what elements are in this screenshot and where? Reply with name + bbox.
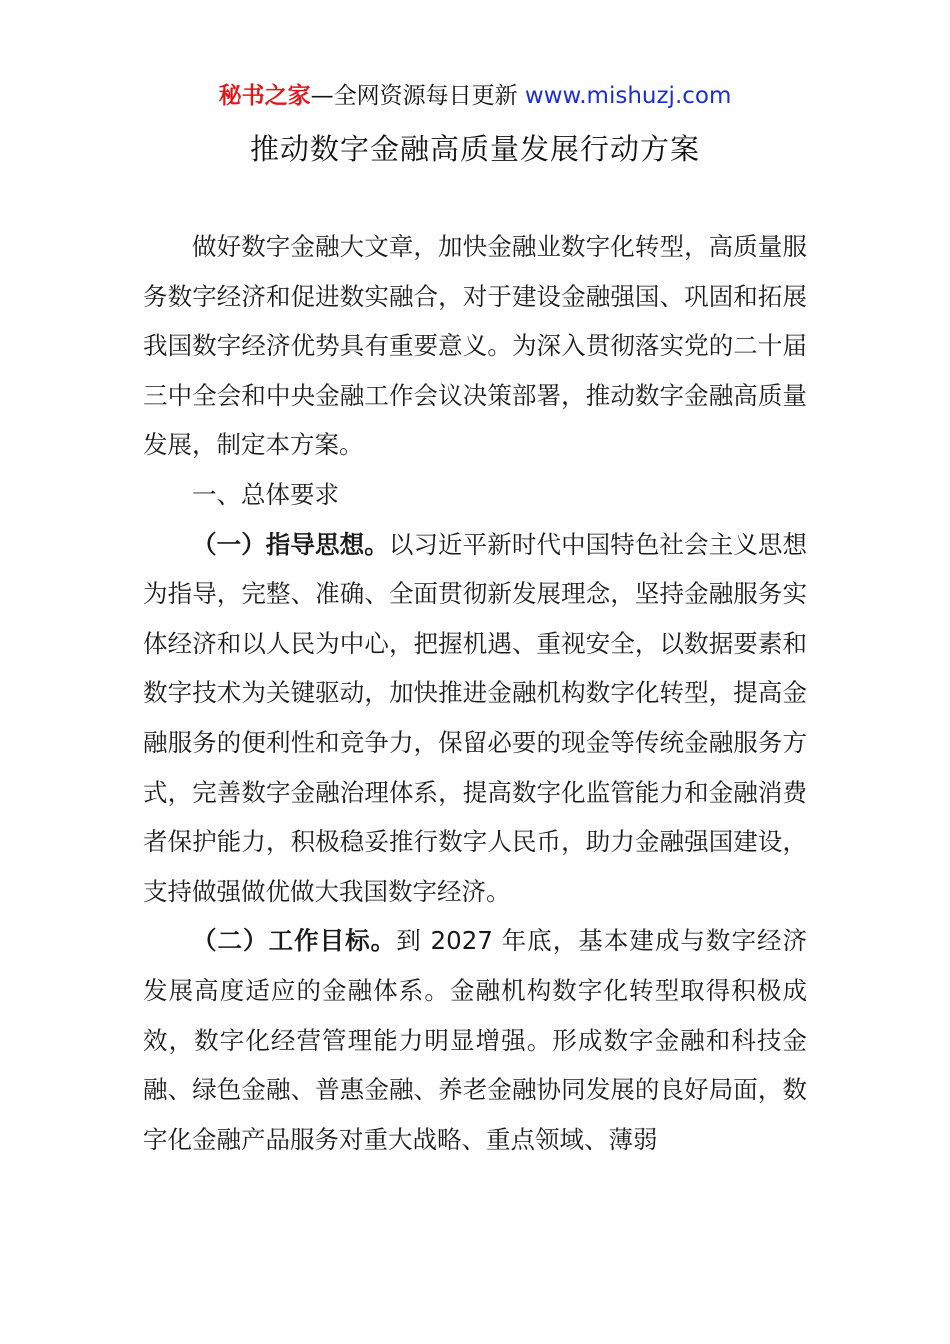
site-tagline: —全网资源每日更新 [310,83,525,109]
guiding-ideology-paragraph [143,520,807,917]
site-header [0,80,950,112]
guiding-ideology-lead: （一）指导思想。 [192,529,389,559]
site-url-link[interactable]: www.mishuzj.com [524,83,732,109]
section-heading: 一、总体要求 [192,479,339,509]
work-goals-text: 到 2027 年底，基本建成与数字经济发展高度适应的金融体系。金融机构数字化转型取得积极成效，数字化经营管理能力明显增强。形成数字金融和科技金融、绿色金融、普惠金融、养老金融协同发展的良好局面，数字化金融产品服务对重大战略、重点领域、薄弱 [143,926,808,1154]
guiding-ideology-text: 以习近平新时代中国特色社会主义思想为指导，完整、准确、全面贯彻新发展理念，坚持金融服务实体经济和以人民为中心，把握机遇、重视安全，以数据要素和数字技术为关键驱动，加快推进金融机构数字化转型，提高金融服务的便利性和竞争力，保留必要的现金等传统金融服务方式，完善数字金融治理体系，提高数字化监管能力和金融消费者保护能力，积极稳妥推行数字人民币，助力金融强国建设，支持做强做优做大我国数字经济。 [143,529,808,906]
intro-paragraph: 做好数字金融大文章，加快金融业数字化转型，高质量服务数字经济和促进数实融合，对于建设金融强国、巩固和拓展我国数字经济优势具有重要意义。为深入贯彻落实党的二十届三中全会和中央金融工作会议决策部署，推动数字金融高质量发展，制定本方案。 [143,232,807,460]
document-title: 推动数字金融高质量发展行动方案 [249,132,700,166]
document-body [143,222,807,1164]
work-goals-paragraph [143,916,807,1164]
work-goals-lead: （二）工作目标。 [192,926,397,956]
site-brand: 秘书之家 [218,83,311,109]
